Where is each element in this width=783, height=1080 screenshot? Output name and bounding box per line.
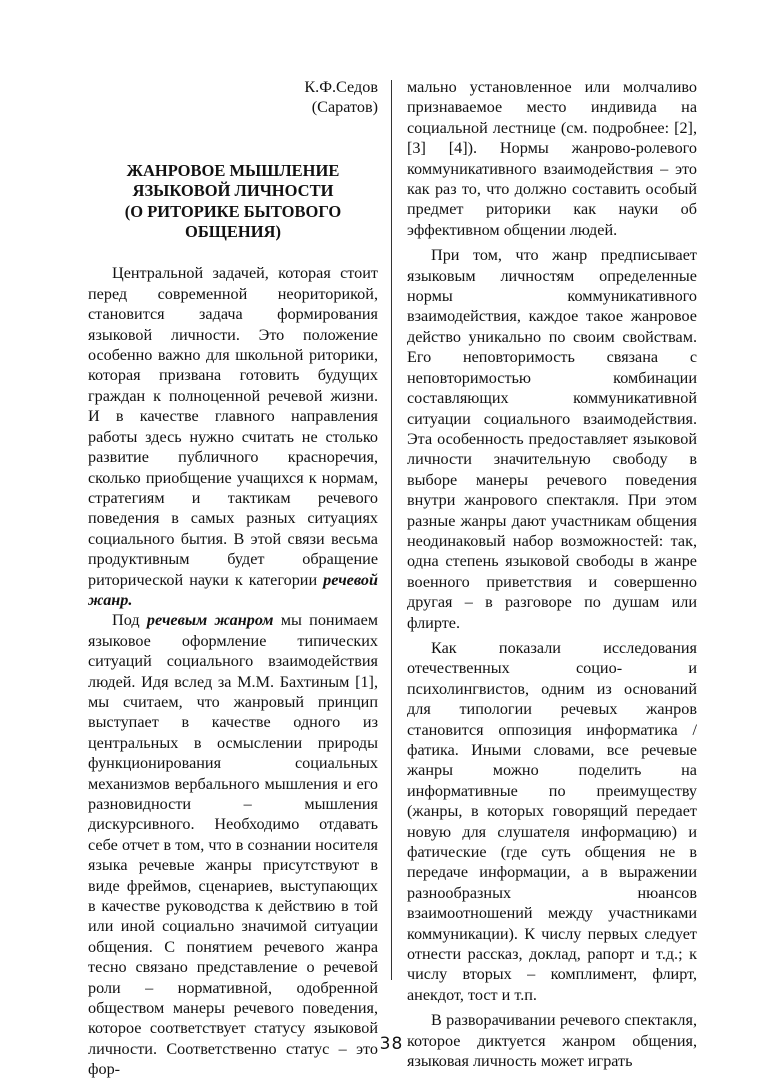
title-line: ОБЩЕНИЯ) (185, 222, 281, 242)
column-divider (391, 80, 392, 980)
paragraph (88, 263, 378, 610)
paragraph: При том, что жанр предписывает языковым личностям определенные нормы коммуникативного взаимодействия, каждое такое жанровое действо уникально по своим свойствам. Его неповторимость связана с неповторимостью комбинации составляющих коммуникативной ситуации социального взаимодействия. Эта особенность предоставляет языковой личности значительную свободу в выборе манеры речевого поведения внутри жанрового спектакля. При этом разные жанры дают участникам общения неодинаковый набор возможностей: так, одна степень языковой свободы в жанре военного приветствия и совершенно другая – в разговоре по душам или флирте. (407, 246, 697, 632)
left-column (88, 77, 378, 1080)
author-city: (Саратов) (311, 98, 378, 117)
paragraph-text: Под (112, 611, 147, 630)
title-line: ЖАНРОВОЕ МЫШЛЕНИЕ (126, 160, 340, 180)
paragraph: мально установленное или молчаливо признаваемое место индивида на социальной лестнице (см. подробнее: [2], [3] [4]). Нормы жанрово-ролевого коммуникативного взаимодействия – это как раз то, что должно составить особый предмет риторики как науки об эффективном общении людей. (407, 78, 697, 239)
title-line: (О РИТОРИКЕ БЫТОВОГО (124, 201, 342, 221)
title-line: ЯЗЫКОВОЙ ЛИЧНОСТИ (132, 181, 334, 201)
term-emphasis: речевой жанр. (88, 570, 378, 609)
paragraph-text: мы понимаем языковое оформление типических ситуаций социального взаимодействия людей. Идя вслед за М.М. Бахтиным [1], мы считаем, что жанровый принцип выступает в качестве одного из центральных в осмыслении природы функционирования социальных механизмов вербального мышления и его разновидности – мышления дискурсивного. Необходимо отдавать себе отчет в том, что в сознании носителя языка речевые жанры присутствуют в виде фреймов, сценариев, выступающих в качестве руководства к действию в той или иной социально значимой ситуации общения. С понятием речевого жанра тесно связано представление о речевой роли – нормативной, одобренной обществом манеры речевого поведения, которое соответствует статусу языковой личности. Соответственно статус – это фор- (88, 611, 379, 1079)
paragraph: Как показали исследования отечественных социо- и психолингвистов, одним из оснований для типологии речевых жанров становится оппозиция информатика / фатика. Иными словами, все речевые жанры можно поделить на информативные по преимуществу (жанры, в которых говорящий передает новую для слушателя информацию) и фатические (где суть общения не в передаче информации, а в выражении разнообразных нюансов взаимоотношений между участниками коммуникации). К числу первых следует отнести рассказ, доклад, рапорт и т.д.; к числу вторых – комплимент, флирт, анекдот, тост и т.п. (407, 638, 697, 1004)
page-number: 38 (379, 1034, 404, 1054)
article-title (88, 161, 378, 243)
term-emphasis: речевым жанром (146, 611, 274, 630)
paragraph: В разворачивании речевого спектакля, которое диктуется жанром общения, языковая личность может играть (407, 1011, 697, 1071)
author-name: К.Ф.Седов (304, 78, 378, 96)
paragraph (88, 610, 378, 1079)
right-column (407, 77, 697, 1072)
paragraph-text: Центральной задачей, которая стоит перед современной неориторикой, становится задача формирования языковой личности. Это положение особенно важно для школьной риторики, которая призвана готовить будущих граждан к полноценной речевой жизни. И в качестве главного направления работы здесь нужно считать не столько развитие публичного красноречия, сколько приобщение учащихся к нормам, стратегиям и тактикам речевого поведения в самых разных ситуациях социального бытия. В этой связи весьма продуктивным будет обращение риторической науки к категории (88, 264, 378, 589)
